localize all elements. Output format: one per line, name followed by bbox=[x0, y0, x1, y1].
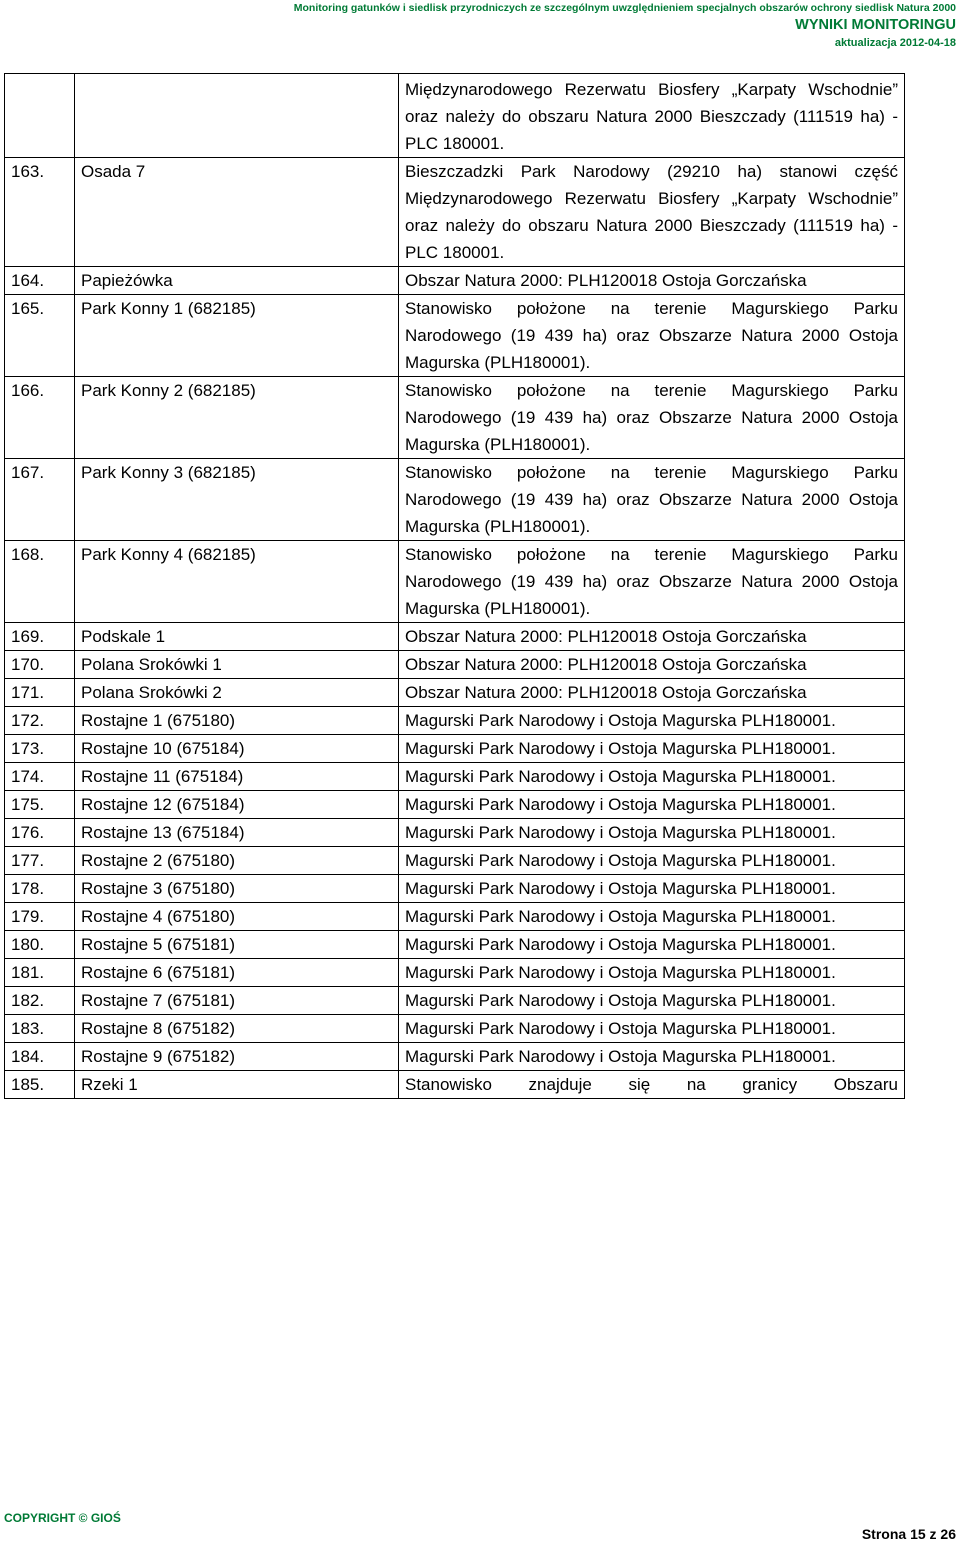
site-description: Magurski Park Narodowy i Ostoja Magurska PLH180001. bbox=[399, 1043, 905, 1071]
site-description: Stanowisko położone na terenie Magurskiego Parku Narodowego (19 439 ha) oraz Obszarze Natura 2000 Ostoja Magurska (PLH180001). bbox=[399, 377, 905, 459]
row-number: 167. bbox=[5, 459, 75, 541]
site-name: Rostajne 8 (675182) bbox=[75, 1015, 399, 1043]
site-description: Stanowisko położone na terenie Magurskiego Parku Narodowego (19 439 ha) oraz Obszarze Natura 2000 Ostoja Magurska (PLH180001). bbox=[399, 541, 905, 623]
site-description: Magurski Park Narodowy i Ostoja Magurska PLH180001. bbox=[399, 847, 905, 875]
header-update-date: aktualizacja 2012-04-18 bbox=[834, 37, 956, 49]
table-row bbox=[5, 931, 905, 959]
table-row bbox=[5, 267, 905, 295]
site-name bbox=[75, 74, 399, 158]
site-description: Magurski Park Narodowy i Ostoja Magurska PLH180001. bbox=[399, 903, 905, 931]
site-name: Rostajne 1 (675180) bbox=[75, 707, 399, 735]
site-description: Stanowisko położone na terenie Magurskiego Parku Narodowego (19 439 ha) oraz Obszarze Natura 2000 Ostoja Magurska (PLH180001). bbox=[399, 295, 905, 377]
site-description: Magurski Park Narodowy i Ostoja Magurska PLH180001. bbox=[399, 987, 905, 1015]
site-name: Rostajne 9 (675182) bbox=[75, 1043, 399, 1071]
site-description: Magurski Park Narodowy i Ostoja Magurska PLH180001. bbox=[399, 763, 905, 791]
site-name: Polana Srokówki 1 bbox=[75, 651, 399, 679]
row-number: 185. bbox=[5, 1071, 75, 1099]
site-description: Bieszczadzki Park Narodowy (29210 ha) stanowi część Międzynarodowego Rezerwatu Biosfery „Karpaty Wschodnie” oraz należy do obszaru Natura 2000 Bieszczady (111519 ha) -PLC 180001. bbox=[399, 158, 905, 267]
site-name: Rostajne 7 (675181) bbox=[75, 987, 399, 1015]
header-title-line: Monitoring gatunków i siedlisk przyrodniczych ze szczególnym uwzględnieniem specjalnych obszarów ochrony siedlisk Natura 2000 bbox=[293, 2, 956, 14]
table-row bbox=[5, 959, 905, 987]
table-row bbox=[5, 791, 905, 819]
table-row bbox=[5, 679, 905, 707]
site-description: Międzynarodowego Rezerwatu Biosfery „Karpaty Wschodnie” oraz należy do obszaru Natura 2000 Bieszczady (111519 ha) -PLC 180001. bbox=[399, 74, 905, 158]
site-name: Polana Srokówki 2 bbox=[75, 679, 399, 707]
site-name: Podskale 1 bbox=[75, 623, 399, 651]
row-number bbox=[5, 74, 75, 158]
row-number: 166. bbox=[5, 377, 75, 459]
row-number: 171. bbox=[5, 679, 75, 707]
table-row bbox=[5, 903, 905, 931]
monitoring-sites-table bbox=[4, 73, 905, 1099]
row-number: 176. bbox=[5, 819, 75, 847]
site-name: Rostajne 13 (675184) bbox=[75, 819, 399, 847]
row-number: 168. bbox=[5, 541, 75, 623]
table-row bbox=[5, 847, 905, 875]
row-number: 178. bbox=[5, 875, 75, 903]
header-results-heading: WYNIKI MONITORINGU bbox=[795, 17, 956, 33]
site-name: Park Konny 4 (682185) bbox=[75, 541, 399, 623]
row-number: 165. bbox=[5, 295, 75, 377]
table-row bbox=[5, 875, 905, 903]
table-row bbox=[5, 377, 905, 459]
table-row bbox=[5, 158, 905, 267]
site-name: Park Konny 3 (682185) bbox=[75, 459, 399, 541]
row-number: 184. bbox=[5, 1043, 75, 1071]
site-description: Stanowisko znajduje się na granicy Obszaru bbox=[399, 1071, 905, 1099]
row-number: 163. bbox=[5, 158, 75, 267]
site-name: Rostajne 2 (675180) bbox=[75, 847, 399, 875]
site-description: Obszar Natura 2000: PLH120018 Ostoja Gorczańska bbox=[399, 679, 905, 707]
site-name: Rostajne 12 (675184) bbox=[75, 791, 399, 819]
footer-copyright: COPYRIGHT © GIOŚ bbox=[4, 1511, 121, 1525]
table-row bbox=[5, 707, 905, 735]
row-number: 181. bbox=[5, 959, 75, 987]
site-description: Magurski Park Narodowy i Ostoja Magurska PLH180001. bbox=[399, 819, 905, 847]
site-name: Rzeki 1 bbox=[75, 1071, 399, 1099]
row-number: 170. bbox=[5, 651, 75, 679]
site-description: Stanowisko położone na terenie Magurskiego Parku Narodowego (19 439 ha) oraz Obszarze Natura 2000 Ostoja Magurska (PLH180001). bbox=[399, 459, 905, 541]
site-description: Magurski Park Narodowy i Ostoja Magurska PLH180001. bbox=[399, 735, 905, 763]
row-number: 175. bbox=[5, 791, 75, 819]
row-number: 174. bbox=[5, 763, 75, 791]
row-number: 183. bbox=[5, 1015, 75, 1043]
site-description: Magurski Park Narodowy i Ostoja Magurska PLH180001. bbox=[399, 707, 905, 735]
table-row bbox=[5, 819, 905, 847]
site-name: Osada 7 bbox=[75, 158, 399, 267]
site-description: Magurski Park Narodowy i Ostoja Magurska PLH180001. bbox=[399, 931, 905, 959]
table-row bbox=[5, 763, 905, 791]
table-row bbox=[5, 623, 905, 651]
site-name: Rostajne 6 (675181) bbox=[75, 959, 399, 987]
site-description: Magurski Park Narodowy i Ostoja Magurska PLH180001. bbox=[399, 959, 905, 987]
table-row bbox=[5, 1071, 905, 1099]
site-name: Papieżówka bbox=[75, 267, 399, 295]
row-number: 173. bbox=[5, 735, 75, 763]
site-name: Park Konny 1 (682185) bbox=[75, 295, 399, 377]
site-description: Obszar Natura 2000: PLH120018 Ostoja Gorczańska bbox=[399, 651, 905, 679]
row-number: 172. bbox=[5, 707, 75, 735]
site-description: Magurski Park Narodowy i Ostoja Magurska PLH180001. bbox=[399, 875, 905, 903]
row-number: 164. bbox=[5, 267, 75, 295]
row-number: 179. bbox=[5, 903, 75, 931]
table-row bbox=[5, 1015, 905, 1043]
site-name: Rostajne 10 (675184) bbox=[75, 735, 399, 763]
table-row bbox=[5, 74, 905, 158]
row-number: 177. bbox=[5, 847, 75, 875]
site-name: Rostajne 5 (675181) bbox=[75, 931, 399, 959]
site-name: Rostajne 3 (675180) bbox=[75, 875, 399, 903]
row-number: 180. bbox=[5, 931, 75, 959]
site-description: Obszar Natura 2000: PLH120018 Ostoja Gorczańska bbox=[399, 267, 905, 295]
site-description: Magurski Park Narodowy i Ostoja Magurska PLH180001. bbox=[399, 1015, 905, 1043]
site-name: Park Konny 2 (682185) bbox=[75, 377, 399, 459]
footer-page-number: Strona 15 z 26 bbox=[861, 1526, 956, 1542]
table-row bbox=[5, 651, 905, 679]
table-row bbox=[5, 735, 905, 763]
table-row bbox=[5, 295, 905, 377]
table-row bbox=[5, 987, 905, 1015]
row-number: 182. bbox=[5, 987, 75, 1015]
table-row bbox=[5, 459, 905, 541]
table-row bbox=[5, 1043, 905, 1071]
site-description: Obszar Natura 2000: PLH120018 Ostoja Gorczańska bbox=[399, 623, 905, 651]
row-number: 169. bbox=[5, 623, 75, 651]
table-row bbox=[5, 541, 905, 623]
site-name: Rostajne 4 (675180) bbox=[75, 903, 399, 931]
site-description: Magurski Park Narodowy i Ostoja Magurska PLH180001. bbox=[399, 791, 905, 819]
site-name: Rostajne 11 (675184) bbox=[75, 763, 399, 791]
